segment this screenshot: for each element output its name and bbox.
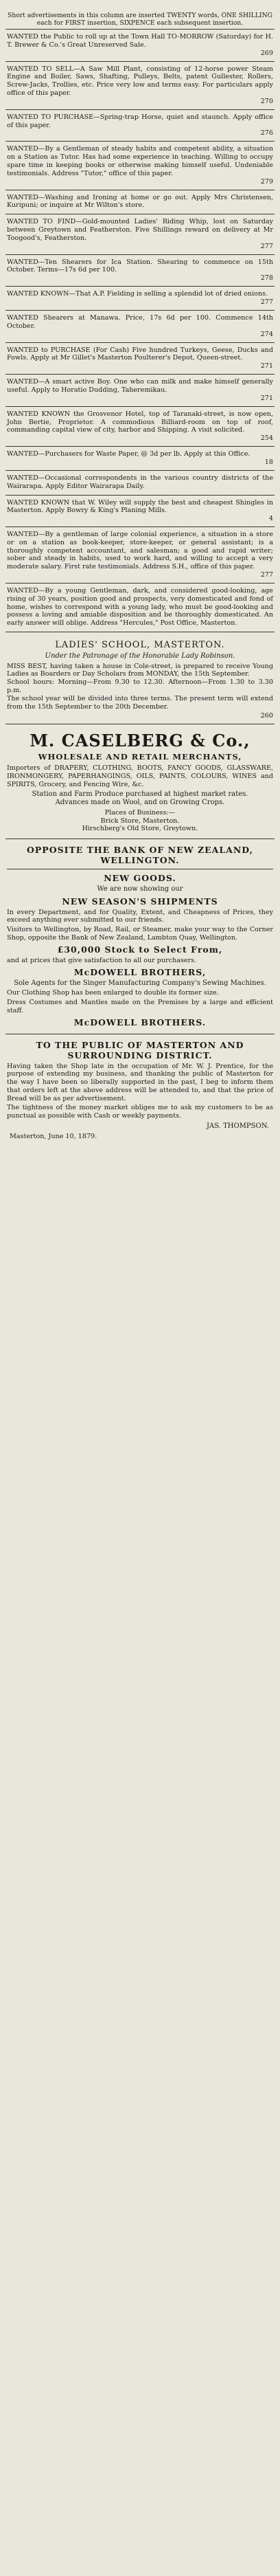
classified-ad-text: WANTED Shearers at Manawa. Price, 17s 6d per 100. Commence 14th October. xyxy=(7,313,273,330)
classified-ad-text: WANTED KNOWN—That A.P. Fielding is selling a splendid lot of dried onions. xyxy=(7,290,268,298)
classified-ad xyxy=(5,496,275,528)
caselberg-name: M. CASELBERG & Co., xyxy=(30,731,250,751)
mcdowell-season: NEW SEASON'S SHIPMENTS xyxy=(62,896,218,907)
classified-ad xyxy=(5,471,275,496)
school-heading: LADIES' SCHOOL, MASTERTON. xyxy=(55,640,225,651)
classified-ad-text: WANTED—By a Gentleman of steady habits and competent ability, a situation on a Station as Tutor. Has had some experience in teaching. Willing to occupy spare time in keeping books or otherwise making himself useful. Undeniable testimonials. Address "Tutor," office of this paper. xyxy=(7,145,273,177)
classified-ad xyxy=(5,375,275,407)
newspaper-page xyxy=(5,4,275,2566)
classified-ad-ref: 271 xyxy=(260,362,273,370)
classified-ad-text: WANTED—By a young Gentleman, dark, and considered good-looking, age rising of 30 years, position good and prospects, very domesticated and fond of home, wishes to correspond with a young lady, who must be good-looking and possess a loving and amiable disposition and be thoroughly domesticated. An early answer will oblige. Address "Hercules," Post Office, Masterton. xyxy=(7,587,273,628)
classified-ad xyxy=(5,255,275,287)
classified-ad xyxy=(5,142,275,190)
caselberg-places: Places of Business:— Brick Store, Masterton. Hirschberg's Old Store, Greytown. xyxy=(82,808,198,833)
ladies-school-ad xyxy=(5,632,275,724)
classified-ad-text: WANTED—Purchasers for Waste Paper, @ 3d per lb. Apply at this Office. xyxy=(7,450,250,458)
thompson-signature: JAS. THOMPSON. xyxy=(207,1122,269,1131)
classified-ad-text: WANTED—Occasional correspondents in the various country districts of the Wairarapa. Apply Editor Wairarapa Daily. xyxy=(7,474,273,490)
classified-ad-text: WANTED—By a gentleman of large colonial experience, a situation in a store or on a station as book-keeper, store-keeper, or general assistant; is a thoroughly competent accountant, and salesman; a good and rapid writer; sober and steady in habits, used to work hard, and willing to accept a very moderate salary. First rate testimonials. Address S.H., office of this paper. xyxy=(7,531,273,571)
mcdowell-firm-2: McDOWELL BROTHERS. xyxy=(73,1017,207,1028)
caselberg-ad xyxy=(5,724,275,839)
caselberg-subtitle: WHOLESALE AND RETAIL MERCHANTS, xyxy=(38,752,242,762)
thompson-date: Masterton, June 10, 1879. xyxy=(10,1133,97,1141)
mcdowell-body-3: and at prices that give satisfaction to all our purchasers. xyxy=(7,956,197,964)
classified-ad-text: WANTED TO FIND—Gold-mounted Ladies' Riding Whip, lost on Saturday between Greytown and Featherston. Five Shillings reward on delivery at Mr Toogood's, Featherston. xyxy=(7,218,273,242)
column-notice xyxy=(5,4,275,30)
classified-ad-ref: 271 xyxy=(260,394,273,402)
classified-ad xyxy=(5,110,275,142)
mcdowell-showing: We are now showing our xyxy=(97,885,183,893)
classified-ad xyxy=(5,62,275,110)
classified-ad-ref: 254 xyxy=(260,434,273,443)
classified-ad xyxy=(5,214,275,254)
classified-ad xyxy=(5,407,275,447)
classified-ad-ref: 277 xyxy=(260,298,273,306)
classified-ad xyxy=(5,311,275,343)
thompson-body-2: The tightness of the money market obliges me to ask my customers to be as punctual as possible with Cash or weekly payments. xyxy=(7,1104,273,1120)
mcdowell-new-goods: NEW GOODS. xyxy=(104,873,176,884)
caselberg-produce: Station and Farm Produce purchased at highest market rates. xyxy=(32,790,248,798)
classified-ad-ref: 4 xyxy=(268,515,273,523)
classified-ad xyxy=(5,30,275,62)
classified-ad xyxy=(5,343,275,375)
mcdowell-agents: Sole Agents for the Singer Manufacturing Company's Sewing Machines. xyxy=(14,979,266,987)
classified-ad-text: WANTED—A smart active Boy. One who can milk and make himself generally useful. Apply to Horatio Dudding, Taheremikau. xyxy=(7,378,273,394)
mcdowell-firm: McDOWELL BROTHERS, xyxy=(73,966,207,977)
school-ref: 260 xyxy=(260,712,273,720)
classified-ad-ref: 274 xyxy=(260,330,273,338)
classified-ad-ref: 277 xyxy=(260,571,273,579)
column-notice-text: Short advertisements in this column are inserted TWENTY words, ONE SHILLING each for FIRST insertion, SIXPENCE each subsequent insertion. xyxy=(8,12,272,27)
classified-ad-ref: 279 xyxy=(260,177,273,186)
classified-ad-ref: 276 xyxy=(260,129,273,137)
classified-ad xyxy=(5,190,275,215)
classified-ad xyxy=(5,527,275,584)
classified-ad-text: WANTED TO SELL—A Saw Mill Plant, consisting of 12-horse power Steam Engine and Boiler, Saws, Shafting, Pulleys, Belts, patent Gullester, Rollers, Screw-Jacks, Trollies, etc. Price very low and terms easy. For particulars apply office of this paper. xyxy=(7,65,273,97)
thompson-ad xyxy=(5,1034,275,1145)
classified-ad xyxy=(5,584,275,632)
school-body: MISS BEST, having taken a house in Cole-street, is prepared to receive Young Ladies as Boarders or Day Scholars from MONDAY, the 15th September. School hours: Morning—From 9.30 to 12.30. Afternoon—From 1.30 to 3.30 p.m. The school year will be divided into three terms. The present term will extend from the 15th September to the 20th December. xyxy=(7,662,273,711)
classified-ad-ref: 269 xyxy=(260,49,273,57)
classified-ad-text: WANTED KNOWN the Grosvenor Hotel, top of Taranaki-street, is now open, John Bertie, Proprietor. A commodious Billiard-room on top of roof, commanding capital view of city, harbor and Shipping. A visit solicited. xyxy=(7,410,273,434)
classified-ad xyxy=(5,447,275,471)
mcdowell-opposite: OPPOSITE THE BANK OF NEW ZEALAND, WELLINGTON. xyxy=(27,845,253,866)
classified-ads xyxy=(5,30,275,632)
classified-ad-ref: 270 xyxy=(260,97,273,105)
mcdowell-body-5: Dress Costumes and Mantles made on the Premises by a large and efficient staff. xyxy=(7,998,273,1014)
classified-ad xyxy=(5,287,275,311)
classified-ad-text: WANTED the Public to roll up at the Town Hall TO-MORROW (Saturday) for H. T. Brewer & Co.'s Great Unreserved Sale. xyxy=(7,33,273,49)
classified-ad-ref: 278 xyxy=(260,274,273,282)
classified-ad-text: WANTED—Washing and Ironing at home or go out. Apply Mrs Christensen, Kuripuni; or inquire at Mr Wilton's store. xyxy=(7,193,273,210)
classified-ad-text: WANTED—Ten Shearers for Ica Station. Shearing to commence on 15th October. Terms—17s 6d per 100. xyxy=(7,258,273,274)
mcdowell-body-2: Visitors to Wellington, by Road, Rail, or Steamer, make your way to the Corner Shop, opposite the Bank of New Zealand, Lambton Quay, Wellington. xyxy=(7,926,273,942)
mcdowell-stock: £30,000 Stock to Select From, xyxy=(57,944,223,955)
mcdowell-ad xyxy=(5,839,275,1034)
thompson-body-1: Having taken the Shop late in the occupation of Mr. W. J. Prentice, for the purpose of extending my business, and thanking the public of Masterton for the way I have been so liberally supported in the past, I beg to inform them that orders left at the above address will be attended to, and that the price of Bread will be as per advertisement. xyxy=(7,1062,273,1102)
classified-ad-ref: 18 xyxy=(264,458,273,466)
classified-ad-text: WANTED to PURCHASE (For Cash) Five hundred Turkeys, Geese, Ducks and Fowls. Apply at Mr Gillet's Masterton Poulterer's Depot, Queen-street. xyxy=(7,346,273,362)
caselberg-body: Importers of DRAPERY, CLOTHING, BOOTS, FANCY GOODS, GLASSWARE, IRONMONGERY, PAPERHANGINGS, OILS, PAINTS, COLOURS, WINES and SPIRITS, Grocery, and Fencing Wire, &c. xyxy=(7,764,273,788)
mcdowell-body-4: Our Clothing Shop has been enlarged to double its former size. xyxy=(7,989,219,997)
school-patronage: Under the Patronage of the Honorable Lady Robinson. xyxy=(45,652,235,660)
classified-ad-text: WANTED TO PURCHASE—Spring-trap Horse, quiet and staunch. Apply office of this paper. xyxy=(7,113,273,129)
thompson-title: TO THE PUBLIC OF MASTERTON AND SURROUNDING DISTRICT. xyxy=(36,1039,244,1061)
classified-ad-text: WANTED KNOWN that W. Wiley will supply the best and cheapest Shingles in Masterton. Apply Bowry & King's Planing Mills. xyxy=(7,498,273,515)
caselberg-advances: Advances made on Wool, and on Growing Crops. xyxy=(55,799,225,807)
classified-ad-ref: 277 xyxy=(260,242,273,250)
mcdowell-body-1: In every Department, and for Quality, Extent, and Cheapness of Prices, they exceed anything ever submitted to our friends. xyxy=(7,908,273,924)
